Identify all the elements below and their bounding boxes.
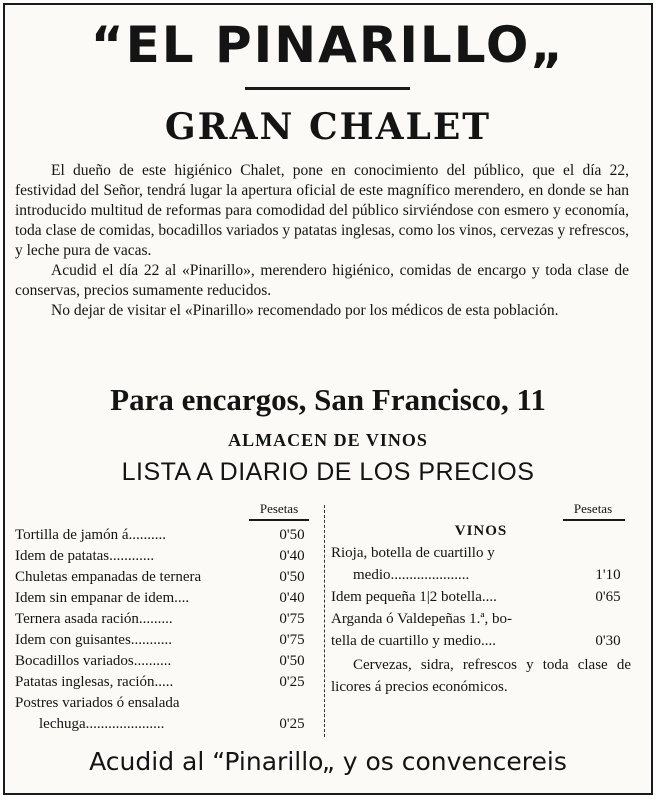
wine-store-heading: ALMACEN DE VINOS — [228, 430, 428, 450]
rioja-price-row — [331, 564, 631, 586]
footer-slogan: Acudid al “Pinarillo„ y os convencereis — [89, 747, 567, 776]
menu-item — [15, 714, 315, 735]
menu-item — [15, 609, 315, 630]
column-divider — [324, 505, 325, 737]
arganda-price-row — [331, 630, 631, 652]
menu-item-price: 0'40 — [279, 548, 305, 564]
title-rule — [245, 87, 410, 90]
food-price-list — [15, 525, 315, 735]
menu-item-name: lechuga..................... — [39, 716, 165, 732]
menu-item-name: Bocadillos variados.......... — [15, 653, 172, 669]
wine-price: 0'65 — [595, 589, 621, 605]
menu-item-name: Chuletas empanadas de ternera — [15, 569, 202, 585]
menu-item-price: 0'50 — [279, 653, 305, 669]
announcement-paragraph: El dueño de este higiénico Chalet, pone en conocimiento del público, que el día 22, festividad del Señor, tendrá lugar la apertura oficial de este magnífico merendero, en donde se han introducido multitud de reformas para comodidad del público sirviéndose con esmero y economía, toda clase de comidas, bocadillos variados y patatas inglesas, como los vinos, cervezas y refrescos, y leche pura de vacas. — [15, 162, 629, 259]
menu-item — [15, 525, 315, 546]
currency-underline-left — [249, 519, 309, 521]
ad-title: “EL PINARILLO„ — [90, 16, 566, 74]
menu-item-price: 0'50 — [279, 527, 305, 543]
wine-price-list — [331, 520, 631, 698]
menu-item — [15, 651, 315, 672]
menu-item-price — [269, 693, 315, 714]
menu-item-price: 0'40 — [279, 590, 305, 606]
menu-item-name: Patatas inglesas, ración..... — [15, 674, 174, 690]
pequena-line: Idem pequeña 1|2 botella.... — [331, 589, 497, 605]
announcement-paragraph: No dejar de visitar el «Pinarillo» recomendado por los médicos de esta población. — [51, 302, 559, 319]
currency-label-left: Pesetas — [259, 501, 299, 516]
pequena-price-row — [331, 586, 631, 608]
arganda-line: Arganda ó Valdepeñas 1.ª, bo- — [331, 611, 513, 627]
menu-item-name: Idem sin empanar de idem.... — [15, 590, 190, 606]
wines-heading: VINOS — [454, 523, 508, 539]
wine-price: 1'10 — [595, 567, 621, 583]
rioja-line-cont: medio..................... — [353, 567, 470, 583]
arganda-line-cont: tella de cuartillo y medio.... — [331, 633, 496, 649]
menu-item-price: 0'25 — [279, 716, 305, 732]
advertisement-page — [3, 3, 653, 795]
menu-item — [15, 630, 315, 651]
wine-price: 0'30 — [595, 633, 621, 649]
price-list-heading: LISTA A DIARIO DE LOS PRECIOS — [121, 458, 535, 486]
announcement-body — [15, 161, 629, 321]
menu-item — [15, 693, 315, 714]
menu-item-price: 0'25 — [279, 674, 305, 690]
menu-item-name: Postres variados ó ensalada — [15, 695, 180, 711]
menu-item-name: Idem de patatas............ — [15, 548, 155, 564]
announcement-paragraph: Acudid el día 22 al «Pinarillo», merendero higiénico, comidas de encargo y toda clase de conservas, precios sumamente reducidos. — [15, 262, 629, 299]
menu-item-name: Idem con guisantes........... — [15, 632, 173, 648]
menu-item — [15, 546, 315, 567]
menu-item-price: 0'50 — [279, 569, 305, 585]
menu-item-price: 0'75 — [279, 611, 305, 627]
drinks-note: Cervezas, sidra, refrescos y toda clase de licores á precios económicos. — [331, 657, 631, 695]
menu-item-name: Ternera asada ración......... — [15, 611, 173, 627]
menu-item — [15, 567, 315, 588]
ad-subtitle: GRAN CHALET — [164, 106, 492, 148]
menu-item — [15, 672, 315, 693]
currency-label-right: Pesetas — [573, 501, 613, 516]
menu-item — [15, 588, 315, 609]
orders-address: Para encargos, San Francisco, 11 — [110, 382, 546, 417]
rioja-line: Rioja, botella de cuartillo y — [331, 545, 495, 561]
menu-item-price: 0'75 — [279, 632, 305, 648]
menu-item-name: Tortilla de jamón á.......... — [15, 527, 166, 543]
